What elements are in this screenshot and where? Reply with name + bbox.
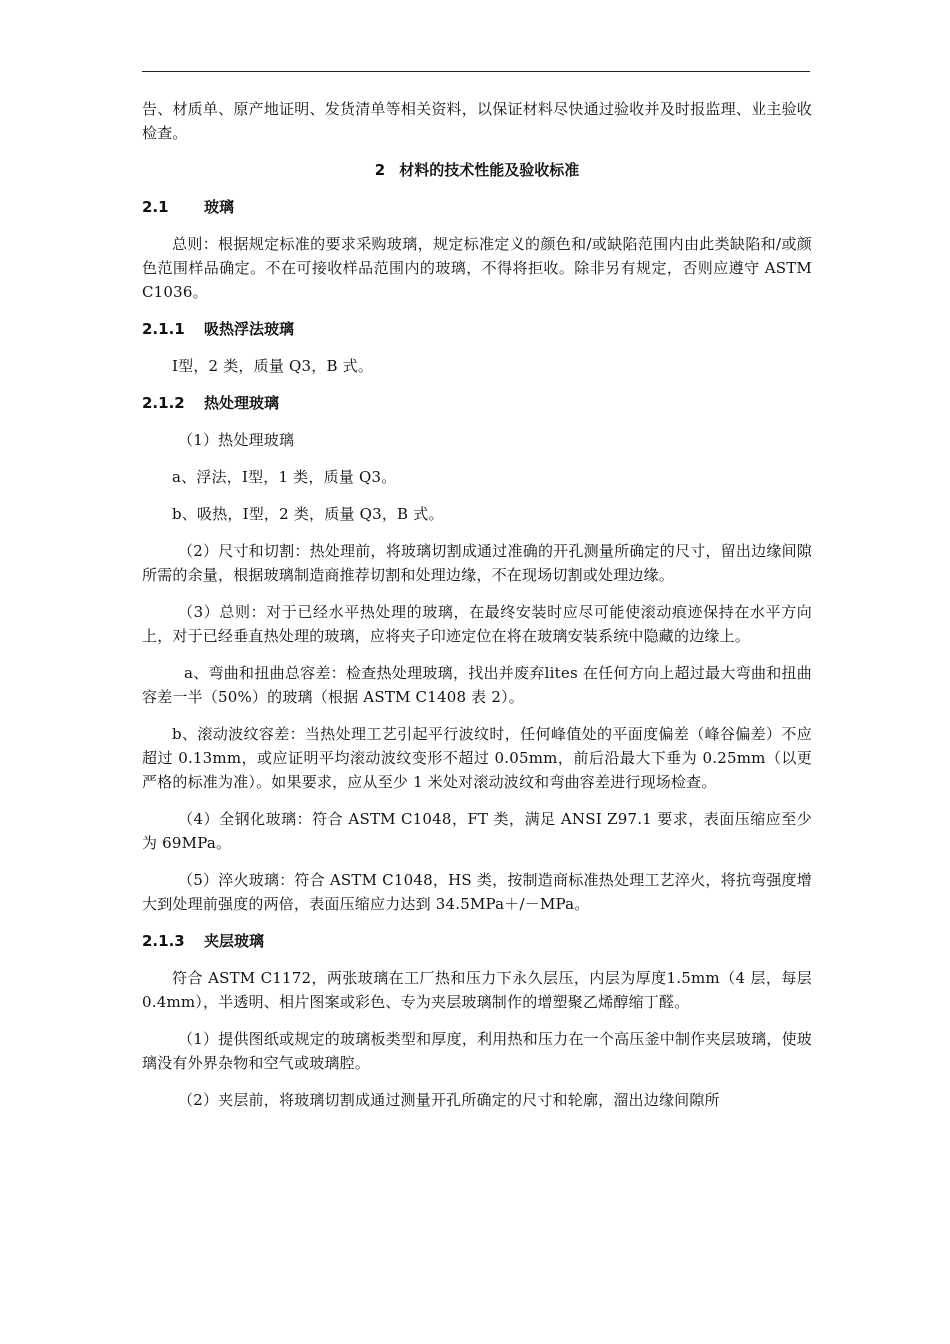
section-title: 玻璃: [204, 198, 235, 216]
section-2-1-heading: [142, 195, 812, 219]
section-title: 材料的技术性能及验收标准: [399, 161, 580, 179]
paragraph-2-1-3-item-2: （2）夹层前，将玻璃切割成通过测量开孔所确定的尺寸和轮廓，溜出边缘间隙所: [178, 1091, 720, 1109]
continued-paragraph: 告、材质单、原产地证明、发货清单等相关资料，以保证材料尽快通过验收并及时报监理、业主验收检查。: [142, 100, 812, 142]
paragraph-2-1-2-item-3a: a、弯曲和扭曲总容差：检查热处理玻璃，找出并废弃lites 在任何方向上超过最大弯曲和扭曲容差一半（50%）的玻璃（根据 ASTM C1408 表 2）。: [142, 664, 812, 706]
section-title: 夹层玻璃: [204, 932, 265, 950]
paragraph-2-1-3-item-1: （1）提供图纸或规定的玻璃板类型和厚度，利用热和压力在一个高压釜中制作夹层玻璃，使玻璃没有外界杂物和空气或玻璃腔。: [142, 1030, 812, 1072]
paragraph-2-1-2-item-3: （3）总则：对于已经水平热处理的玻璃，在最终安装时应尽可能使滚动痕迹保持在水平方向上，对于已经垂直热处理的玻璃，应将夹子印迹定位在将在玻璃安装系统中隐藏的边缘上。: [142, 603, 812, 645]
paragraph-2-1-1: Ⅰ型，2 类，质量 Q3，B 式。: [172, 357, 374, 375]
header-rule: [142, 71, 810, 72]
section-number: 2.1.1: [142, 320, 185, 338]
paragraph-2-1-2-item-1: （1）热处理玻璃: [178, 431, 295, 449]
paragraph-2-1-2-item-4: （4）全钢化玻璃：符合 ASTM C1048，FT 类，满足 ANSI Z97.1 要求，表面压缩应至少为 69MPa。: [142, 810, 812, 852]
document-body: [142, 97, 812, 1125]
paragraph-2-1-2-item-2: （2）尺寸和切割：热处理前，将玻璃切割成通过准确的开孔测量所确定的尺寸，留出边缘间隙所需的余量，根据玻璃制造商推荐切割和处理边缘，不在现场切割或处理边缘。: [142, 542, 812, 584]
general-paragraph: 总则：根据规定标准的要求采购玻璃，规定标准定义的颜色和/或缺陷范围内由此类缺陷和/或颜色范围样品确定。不在可接收样品范围内的玻璃，不得将拒收。除非另有规定，否则应遵守 ASTM C1036。: [142, 235, 812, 301]
section-2-1-3-heading: [142, 929, 812, 953]
section-number: 2.1.3: [142, 932, 185, 950]
section-2-heading: [142, 158, 812, 182]
paragraph-2-1-2-item-5: （5）淬火玻璃：符合 ASTM C1048，HS 类，按制造商标准热处理工艺淬火，将抗弯强度增大到处理前强度的两倍，表面压缩应力达到 34.5MPa＋/－MPa。: [142, 871, 812, 913]
section-number: 2: [374, 161, 386, 179]
section-2-1-2-heading: [142, 391, 812, 415]
section-number: 2.1.2: [142, 394, 185, 412]
paragraph-2-1-3: 符合 ASTM C1172，两张玻璃在工厂热和压力下永久层压，内层为厚度1.5mm（4 层，每层 0.4mm），半透明、相片图案或彩色、专为夹层玻璃制作的增塑聚乙烯醇缩丁醛。: [142, 969, 812, 1011]
section-title: 热处理玻璃: [204, 394, 280, 412]
paragraph-2-1-2-item-a: a、浮法，Ⅰ型，1 类，质量 Q3。: [172, 468, 397, 486]
paragraph-2-1-2-item-b: b、吸热，Ⅰ型，2 类，质量 Q3，B 式。: [172, 505, 444, 523]
section-2-1-1-heading: [142, 317, 812, 341]
paragraph-2-1-2-item-3b: b、滚动波纹容差：当热处理工艺引起平行波纹时，任何峰值处的平面度偏差（峰谷偏差）不应超过 0.13mm，或应证明平均滚动波纹变形不超过 0.05mm，前后沿最大下垂为 0.25mm（以更严格的标准为准）。如果要求，应从至少 1 米处对滚动波纹和弯曲容差进行现场检查。: [142, 725, 812, 791]
section-number: 2.1: [142, 198, 169, 216]
section-title: 吸热浮法玻璃: [204, 320, 295, 338]
